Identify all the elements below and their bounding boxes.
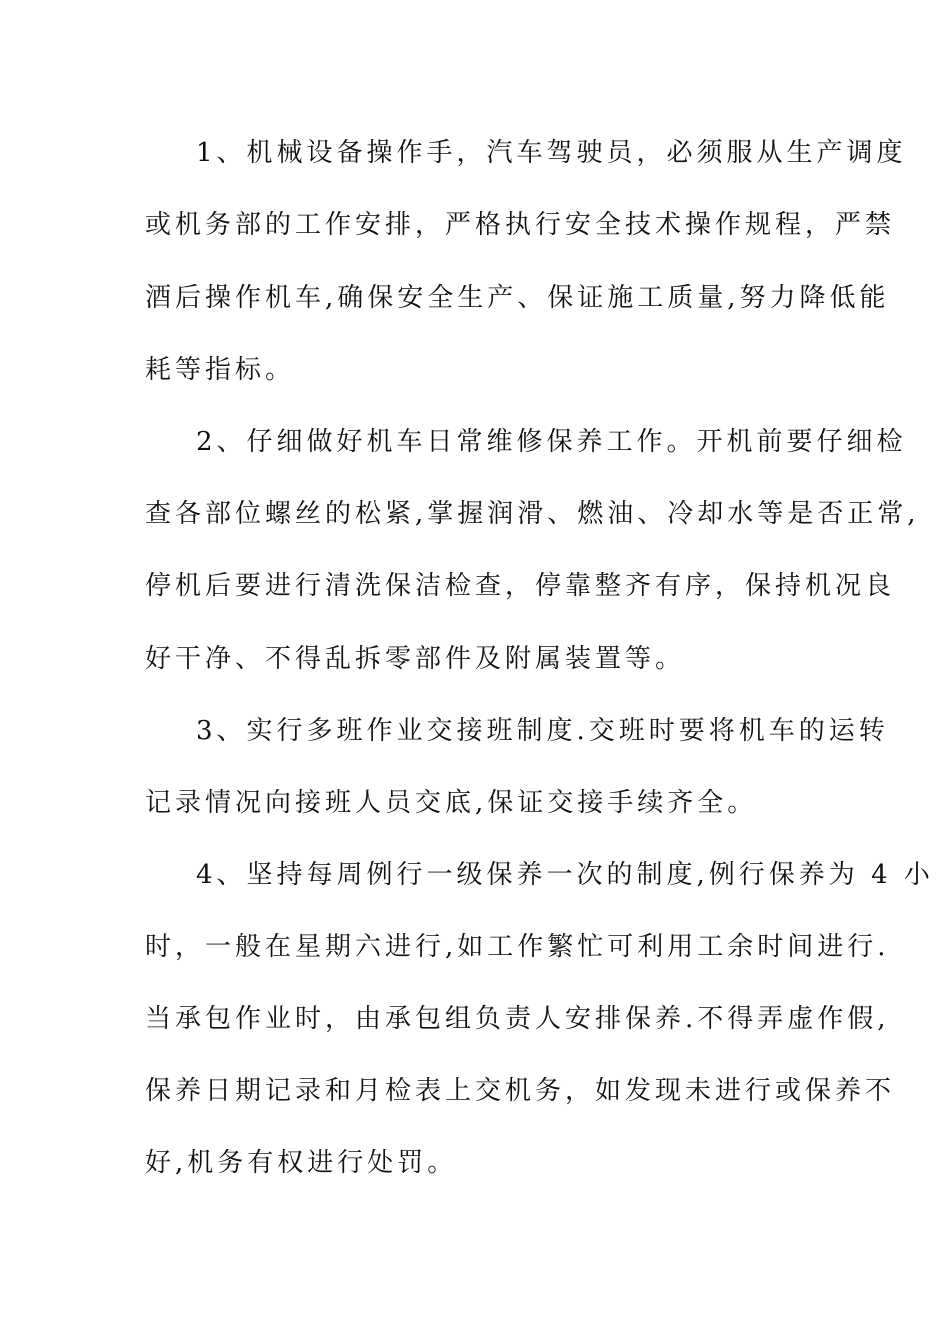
paragraph-4-line-3: 当承包作业时，由承包组负责人安排保养.不得弄虚作假, — [145, 1004, 890, 1034]
paragraph-2-line-3: 停机后要进行清洗保洁检查，停靠整齐有序，保持机况良 — [145, 571, 896, 601]
paragraph-1-line-3: 酒后操作机车,确保安全生产、保证施工质量,努力降低能 — [145, 283, 890, 313]
paragraph-4-line-1: 4、坚持每周例行一级保养一次的制度,例行保养为 4 小 — [196, 860, 934, 890]
paragraph-2-line-2: 查各部位螺丝的松紧,掌握润滑、燃油、冷却水等是否正常, — [145, 499, 920, 529]
paragraph-1-line-1: 1、机械设备操作手，汽车驾驶员，必须服从生产调度 — [196, 138, 907, 168]
paragraph-1-line-4: 耗等指标。 — [145, 355, 296, 385]
paragraph-2-line-4: 好干净、不得乱拆零部件及附属装置等。 — [145, 644, 686, 674]
paragraph-3-line-2: 记录情况向接班人员交底,保证交接手续齐全。 — [145, 788, 758, 818]
paragraph-4-line-5: 好,机务有权进行处罚。 — [145, 1148, 458, 1178]
paragraph-3-line-1: 3、实行多班作业交接班制度.交班时要将机车的运转 — [196, 716, 889, 746]
paragraph-4-line-4: 保养日期记录和月检表上交机务，如发现未进行或保养不 — [145, 1076, 896, 1106]
paragraph-4-line-2: 时，一般在星期六进行,如工作繁忙可利用工余时间进行. — [145, 932, 890, 962]
paragraph-2-line-1: 2、仔细做好机车日常维修保养工作。开机前要仔细检 — [196, 427, 907, 457]
paragraph-1-line-2: 或机务部的工作安排，严格执行安全技术操作规程，严禁 — [145, 210, 896, 240]
